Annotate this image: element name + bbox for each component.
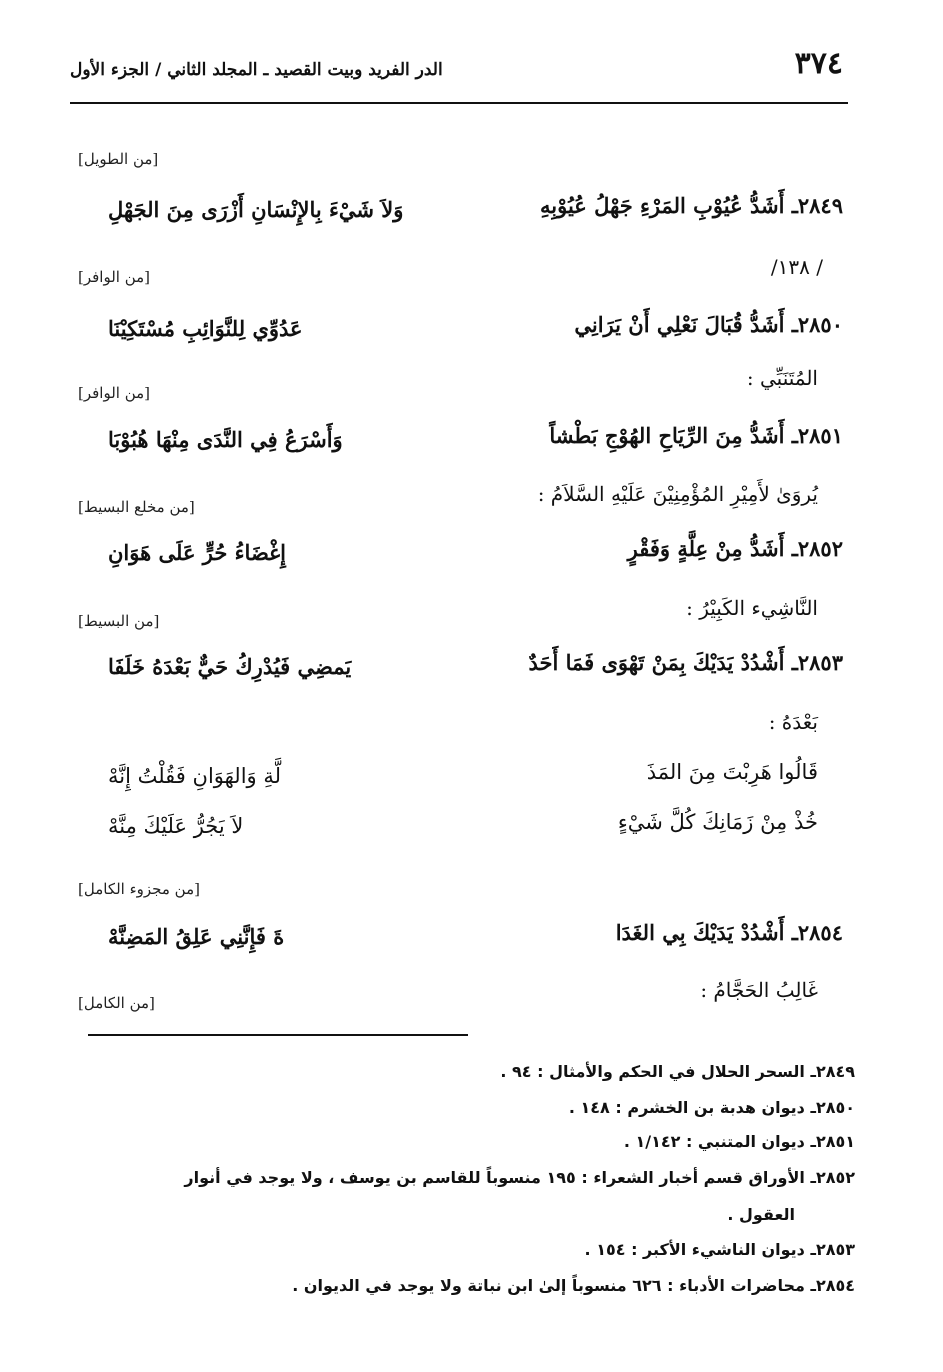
verse-hemistich-right: ٢٨٥٢ـ أَشَدُّ مِنْ عِلَّةٍ وَفَقْرٍ xyxy=(627,536,843,561)
footnote-rule xyxy=(88,1034,468,1036)
verse-hemistich-left: وَلاَ شَيْءَ بِالإِنْسَانِ أَزْرَى مِنَ الجَهْلِ xyxy=(108,197,404,222)
verse-hemistich-left: يَمضِي فَيُدْرِكُ حَيٌّ بَعْدَهُ خَلَفَا xyxy=(108,654,352,679)
verse-hemistich-left: عَدُوِّي لِلنَّوَائِبِ مُسْتَكِيْنَا xyxy=(108,316,303,341)
poet-attribution: المُتَنَبِّي : xyxy=(746,366,818,390)
verse-hemistich-left: وَأَسْرَعُ فِي النَّدَى مِنْهَا هُبُوْبَا xyxy=(108,427,343,452)
meter-label: [من الوافر] xyxy=(78,268,151,286)
verse-hemistich-right: ٢٨٤٩ـ أَشَدُّ عُيُوْبِ المَرْءِ جَهْلُ عُيُوْبِهِ xyxy=(540,193,843,218)
verse-hemistich-left: إِغْضَاءُ حُرٍّ عَلَى هَوَانِ xyxy=(108,540,286,565)
meter-label: [من الكامل] xyxy=(78,994,155,1012)
footnote: ٢٨٥٠ـ ديوان هدبة بن الخشرم : ١٤٨ . xyxy=(568,1098,855,1117)
poet-attribution: بَعْدَهُ : xyxy=(768,710,818,734)
meter-label: [من مخلع البسيط] xyxy=(78,498,195,516)
footnote: ٢٨٥٢ـ الأوراق قسم أخبار الشعراء : ١٩٥ منسوباً للقاسم بن يوسف ، ولا يوجد في أنوار xyxy=(184,1168,855,1187)
meter-label: [من البسيط] xyxy=(78,612,160,630)
page-number: ٣٧٤ xyxy=(794,46,843,81)
running-title: الدر الفريد وبيت القصيد ـ المجلد الثاني / الجزء الأول xyxy=(70,60,443,80)
verse-hemistich-right: ٢٨٥١ـ أَشَدُّ مِنَ الرِّيَاحِ الهُوْجِ بَطْشاً xyxy=(549,423,843,448)
verse-hemistich-left: لاَ يَجُرُّ عَلَيْكَ مِنَّهْ xyxy=(108,814,244,838)
footnote: ٢٨٥٣ـ ديوان الناشيء الأكبر : ١٥٤ . xyxy=(584,1240,855,1259)
footnote: ٢٨٤٩ـ السحر الحلال في الحكم والأمثال : ٩٤ . xyxy=(500,1062,855,1081)
verse-hemistich-left: ةَ فَإِنَّنِي عَلِقُ المَضِنَّهْ xyxy=(108,924,285,949)
verse-hemistich-right: ٢٨٥٣ـ أَشْدُدْ يَدَيْكَ بِمَنْ تَهْوَى فَمَا أَحَدٌ xyxy=(528,650,843,675)
verse-hemistich-right: ٢٨٥٤ـ أَشْدُدْ يَدَيْكَ بِي الغَدَا xyxy=(615,920,843,945)
footnote: ٢٨٥٤ـ محاضرات الأدباء : ٦٢٦ منسوباً إلىٰ ابن نباتة ولا يوجد في الديوان . xyxy=(292,1276,855,1295)
meter-label: [من الطويل] xyxy=(78,150,159,168)
header-rule xyxy=(70,102,848,104)
verse-hemistich-right: خُذْ مِنْ زَمَانِكَ كُلَّ شَيْءٍ xyxy=(617,810,818,834)
poet-attribution: غَالِبُ الحَجَّامُ : xyxy=(700,978,818,1002)
footnote: ٢٨٥١ـ ديوان المتنبي : ١/١٤٢ . xyxy=(623,1132,855,1151)
meter-label: [من مجزوء الكامل] xyxy=(78,880,200,898)
verse-hemistich-right: قَالُوا هَرِبْتَ مِنَ المَذَ xyxy=(646,760,818,784)
poet-attribution: النَّاشِيء الكَبِيْرُ : xyxy=(686,596,818,620)
meter-label: [من الوافر] xyxy=(78,384,151,402)
poet-attribution: يُروَىٰ لأَمِيْرِ المُؤْمِنِيْنَ عَلَيْهِ السَّلاَمُ : xyxy=(537,482,818,506)
reference-line: / ١٣٨/ xyxy=(770,255,823,279)
footnote-continuation: العقول . xyxy=(727,1205,795,1224)
verse-hemistich-left: لَّةِ وَالهَوَانِ فَقُلْتُ إِنَّهْ xyxy=(108,764,282,788)
verse-hemistich-right: ٢٨٥٠ـ أَشَدُّ قُبَالَ نَعْلِي أَنْ يَرَانِي xyxy=(574,312,843,337)
